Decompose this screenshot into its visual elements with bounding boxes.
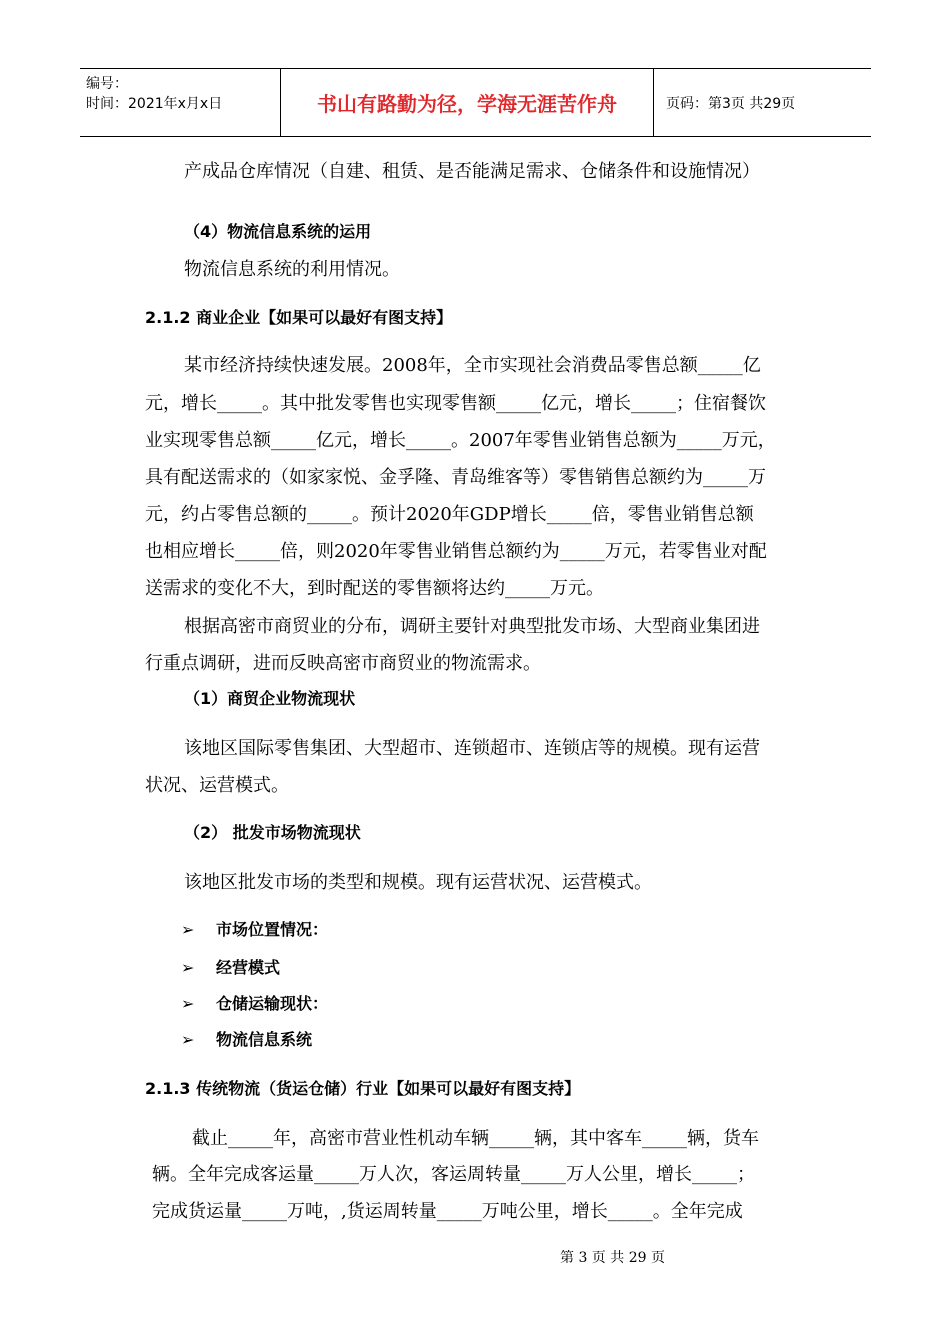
- paragraph-line: 元，增长_____。其中批发零售也实现零售额_____亿元，增长_____；住宿餐饮: [145, 393, 766, 414]
- paragraph-line: 送需求的变化不大，到时配送的零售额将达约_____万元。: [145, 578, 604, 599]
- bullet-item: 经营模式: [216, 958, 281, 977]
- section-heading-2-1-3: 2.1.3 传统物流（货运仓储）行业【如果可以最好有图支持】: [145, 1079, 581, 1098]
- section-heading-2-1-2: 2.1.2 商业企业【如果可以最好有图支持】: [145, 308, 453, 327]
- header-page-info: 页码：第3页 共29页: [666, 95, 796, 112]
- paragraph-line: 元，约占零售总额的_____。预计2020年GDP增长_____倍，零售业销售总额: [145, 504, 754, 525]
- arrow-bullet-icon: ➢: [181, 994, 195, 1013]
- bullet-item: 物流信息系统: [216, 1030, 313, 1049]
- bullet-item: 市场位置情况：: [216, 920, 329, 939]
- paragraph-line: 该地区国际零售集团、大型超市、连锁超市、连锁店等的规模。现有运营: [184, 738, 760, 759]
- paragraph-line: 辆。全年完成客运量_____万人次，客运周转量_____万人公里，增长_____；: [152, 1164, 755, 1185]
- header-motto: 书山有路勤为径，学海无涯苦作舟: [281, 69, 654, 136]
- bullet-item: 仓储运输现状：: [216, 994, 329, 1013]
- paragraph-line: 状况、运营模式。: [145, 775, 289, 796]
- subheading: （1）商贸企业物流现状: [184, 689, 356, 708]
- page-header: [80, 68, 871, 137]
- paragraph-line: 也相应增长_____倍，则2020年零售业销售总额约为_____万元，若零售业对配: [145, 541, 767, 562]
- paragraph-line: 产成品仓库情况（自建、租赁、是否能满足需求、仓储条件和设施情况）: [184, 161, 760, 182]
- paragraph-line: 某市经济持续快速发展。2008年，全市实现社会消费品零售总额_____亿: [184, 355, 761, 376]
- doc-time-label: 时间：2021年x月x日: [86, 96, 223, 112]
- arrow-bullet-icon: ➢: [181, 958, 195, 977]
- paragraph-line: 完成货运量_____万吨，,货运周转量_____万吨公里，增长_____。全年完成: [152, 1201, 743, 1222]
- arrow-bullet-icon: ➢: [181, 920, 195, 939]
- arrow-bullet-icon: ➢: [181, 1030, 195, 1049]
- paragraph-line: 具有配送需求的（如家家悦、金孚隆、青岛维客等）零售销售总额约为_____万: [145, 467, 766, 488]
- paragraph-line: 业实现零售总额_____亿元，增长_____。2007年零售业销售总额为_____万元，: [145, 430, 776, 451]
- header-left-cell: [80, 69, 281, 136]
- paragraph-line: 截止_____年，高密市营业性机动车辆_____辆，其中客车_____辆，货车: [192, 1128, 759, 1149]
- subheading: （4）物流信息系统的运用: [184, 222, 372, 241]
- paragraph-line: 物流信息系统的利用情况。: [184, 259, 400, 280]
- paragraph-line: 根据高密市商贸业的分布，调研主要针对典型批发市场、大型商业集团进: [184, 616, 760, 637]
- doc-number-label: 编号：: [86, 76, 128, 92]
- subheading: （2） 批发市场物流现状: [184, 823, 361, 842]
- paragraph-line: 该地区批发市场的类型和规模。现有运营状况、运营模式。: [184, 872, 652, 893]
- paragraph-line: 行重点调研，进而反映高密市商贸业的物流需求。: [145, 653, 541, 674]
- page-footer: 第 3 页 共 29 页: [560, 1250, 665, 1266]
